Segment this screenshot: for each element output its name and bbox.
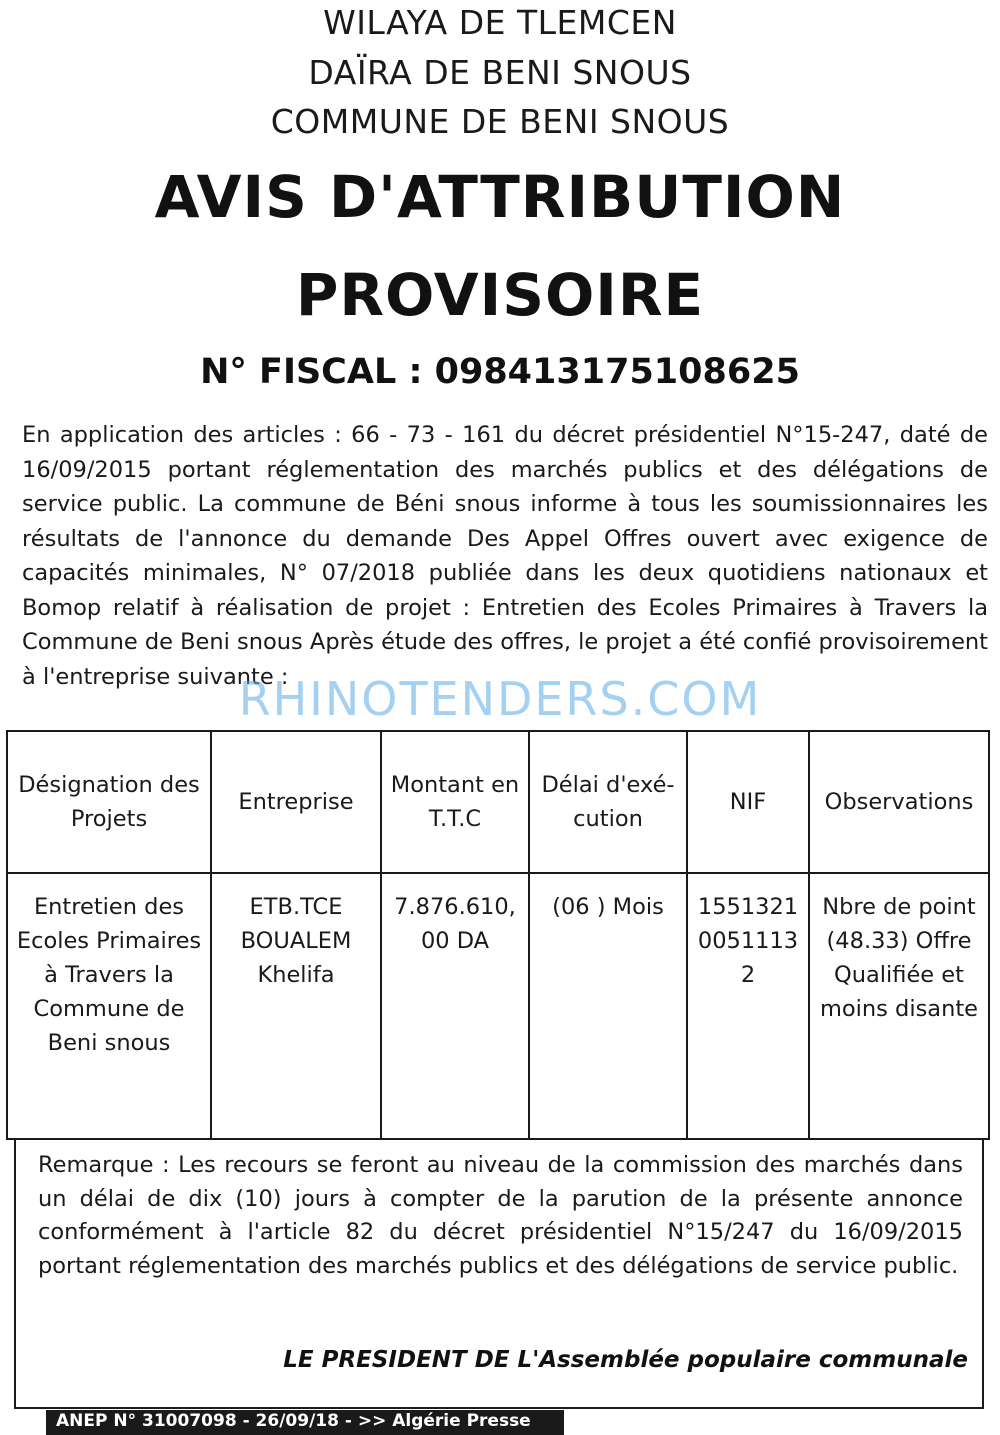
cell-delai: (06 ) Mois: [529, 873, 687, 1139]
header-wilaya: WILAYA DE TLEMCEN: [323, 3, 677, 42]
footer-banner: [46, 1410, 564, 1435]
intro-paragraph: En application des articles : 66 - 73 - 161 du décret présidentiel N°15-247, daté de 16/09/2015 portant réglementation des marchés publics et des délégations de service public. La commune de Béni snous informe à tous les soumissionnaires les résultats de l'annonce du demande Des Appel Offres ouvert avec exigence de capacités minimales, N° 07/2018 publiée dans les deux quotidiens nationaux et Bomop relatif à réalisation de projet : Entretien des Ecoles Primaires à Travers la Commune de Beni snous Après étude des offres, le projet a été confié provisoirement à l'entreprise suivante :: [22, 422, 989, 690]
notice-title-line2: PROVISOIRE: [295, 261, 705, 329]
table-row: [7, 873, 989, 1139]
header-nif: NIF: [687, 731, 809, 873]
footer-text: ANEP N° 31007098 - 26/09/18 - >> Algérie Presse: [56, 1411, 531, 1431]
watermark-text: RHINOTENDERS.COM: [238, 672, 762, 726]
header-montant: Montant en T.T.C: [381, 731, 529, 873]
header-daira: DAÏRA DE BENI SNOUS: [308, 53, 692, 92]
notice-title-line1: AVIS D'ATTRIBUTION: [154, 163, 846, 231]
cell-nif: 155132100511132: [687, 873, 809, 1139]
header-commune: COMMUNE DE BENI SNOUS: [270, 102, 730, 141]
remark-paragraph: Remarque : Les recours se feront au niveau de la commission des marchés dans un délai de dix (10) jours à compter de la parution de la présente annonce conformément à l'article 82 du décret présidentiel N°15/247 du 16/09/2015 portant réglementation des marchés publics et des délégations de service public.: [38, 1152, 963, 1279]
award-table: [6, 730, 990, 1140]
cell-designation: Entretien des Ecoles Primaires à Travers la Commune de Beni snous: [7, 873, 211, 1139]
fiscal-number: N° FISCAL : 098413175108625: [200, 352, 800, 392]
header-delai: Délai d'exé-cution: [529, 731, 687, 873]
cell-montant: 7.876.610, 00 DA: [381, 873, 529, 1139]
cell-observations: Nbre de point (48.33) Offre Qualifiée et moins disante: [809, 873, 989, 1139]
remark-box: [14, 1139, 984, 1409]
cell-entreprise: ETB.TCE BOUALEM Khelifa: [211, 873, 381, 1139]
header-observations: Observations: [809, 731, 989, 873]
signature-line: LE PRESIDENT DE L'Assemblée populaire communale: [283, 1347, 968, 1373]
header-designation: Désignation des Projets: [7, 731, 211, 873]
table-header-row: [7, 731, 989, 873]
header-entreprise: Entreprise: [211, 731, 381, 873]
